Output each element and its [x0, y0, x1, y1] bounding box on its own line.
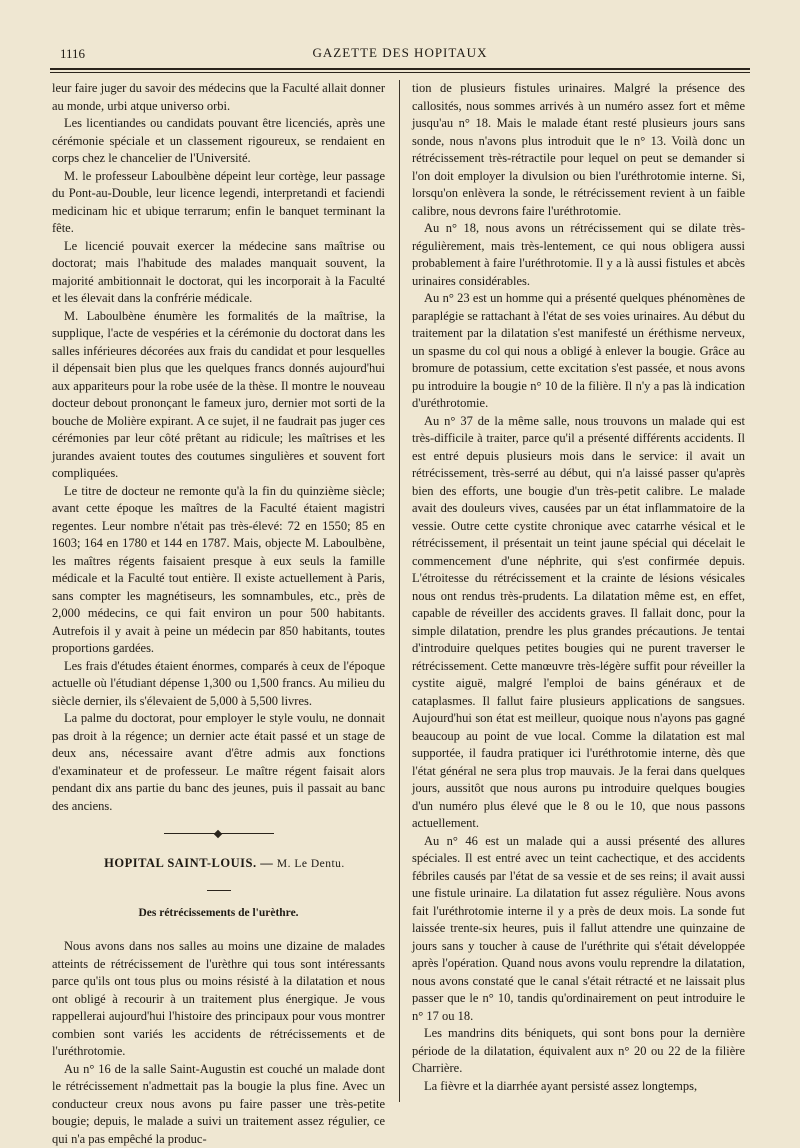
- page-header: [50, 40, 750, 66]
- paragraph: Les licentiandes ou candidats pouvant être licenciés, après une cérémonie spéciale et un classement rigoureux, se rendaient en corps chez le chancelier de l'Université.: [52, 115, 385, 168]
- left-column: [52, 80, 385, 1148]
- page-number: 1116: [60, 46, 85, 62]
- section-ornament: [164, 831, 274, 837]
- paragraph: Au n° 37 de la même salle, nous trouvons un malade qui est très-difficile à traiter, parce qu'il a présenté différents accidents. Il est entré depuis plusieurs mois dans le service: il avait un rétrécissement, très-serré au début, qui n'a laissé passer qu'après bien des efforts, une bougie d'un très-petit calibre. Le malade avait des douleurs vives, causées par un état inflammatoire de la vessie. Outre cette cystite chronique avec catarrhe vésical et le rétrécissement, il présentait un teint jaune spécial qui décelait le commencement d'une néphrite, qui s'est confirmée depuis. L'étroitesse du rétrécissement et la crainte de lésions vésicales nous ont rendus très-prudents. La dilatation même est, en effet, capable de réveiller des accidents graves. Il fallait donc, pour la simple dilatation, prendre les plus grandes précautions. Je tentai d'introduire quelques petites bougies qui ne purent traverser le rétrécissement. Cette manœuvre très-légère suffit pour réveiller la cystite aiguë, malgré l'emploi de bains généraux et de cataplasmes. Il fallut faire plusieurs applications de sangsues. Aujourd'hui son état est meilleur, quoique nous n'ayons pas gagné beaucoup au point de vue local. Comme la dilatation est mal supportée, il faudra pratiquer ici l'uréthrotomie interne, dès que l'état général ne sera plus trop mauvais. Je la ferai dans quelques jours, aussitôt que nous aurons pu introduire quelques bougies d'un numéro plus élevé que le 8 ou le 10, que nous passons actuellement.: [412, 413, 745, 833]
- paragraph: Les frais d'études étaient énormes, comparés à ceux de l'époque actuelle où l'étudiant dépense 1,300 ou 1,500 francs. Au milieu du siècle dernier, ils s'élevaient de 5,000 à 5,500 livres.: [52, 658, 385, 711]
- column-divider: [399, 80, 400, 1102]
- header-rule: [50, 68, 750, 73]
- paragraph: Le licencié pouvait exercer la médecine sans maîtrise ou doctorat; mais l'habitude des malades manquait souvent, la majorité ambitionnait le doctorat, qui les incorporait à la Faculté et les élevait dans la confrérie médicale.: [52, 238, 385, 308]
- section-heading: [52, 855, 385, 874]
- paragraph: Au n° 18, nous avons un rétrécissement qui se dilate très-régulièrement, mais très-lentement, ce qui nous obligera aussi probablement à faire l'uréthrotomie. Il y a là aussi fistules et abcès urinaires considérables.: [412, 220, 745, 290]
- paragraph: Au n° 16 de la salle Saint-Augustin est couché un malade dont le rétrécissement n'admettait pas la bougie la plus fine. Avec un conducteur creux nous avons pu faire passer une très-petite bougie; depuis, le malade a suivi un traitement assez régulier, ce qui n'a pas empêché la produc-: [52, 1061, 385, 1148]
- paragraph: La palme du doctorat, pour employer le style voulu, ne donnait pas droit à la régence; un dernier acte était passé et un stage de deux ans, nécessaire avant d'être admis aux fonctions d'examinateur et de professeur. Le maître régent faisait alors pendant dix ans partie du banc des jeunes, puis il passait au banc des anciens.: [52, 710, 385, 815]
- right-column: [412, 80, 745, 1095]
- paragraph: leur faire juger du savoir des médecins que la Faculté allait donner au monde, urbi atque universo orbi.: [52, 80, 385, 115]
- paragraph: Les mandrins dits béniquets, qui sont bons pour la dernière période de la dilatation, équivalent aux n° 20 ou 22 de la filière Charrière.: [412, 1025, 745, 1078]
- paragraph: Nous avons dans nos salles au moins une dizaine de malades atteints de rétrécissement de l'urèthre qui tous sont intéressants parce qu'ils ont tous plus ou moins résisté à la dilatation et nous ont obligé à recourir à un traitement plus énergique. Je vous rappellerai aujourd'hui l'histoire des principaux pour vous montrer combien sont variés les accidents de rétrécissements et de l'uréthrotomie.: [52, 938, 385, 1061]
- section-author: M. Le Dentu.: [277, 858, 345, 870]
- paragraph: M. Laboulbène énumère les formalités de la maîtrise, la supplique, l'acte de vespéries et la cérémonie du doctorat dans les salles inférieures décorées aux frais du candidat et pour lesquelles il dépensait bien plus que les quelques francs donnés aujourd'hui aux appariteurs pour la robe usée de la thèse. Il montre le nouveau docteur debout prononçant le fameux juro, dernier mot sorti de la bouche de Molière expirant. A ce sujet, il ne faudrait pas juger ces cérémonies par leur côté prêtant au ridicule; les maîtrises et les jurandes avaient toutes des coutumes singulières et souvent fort compliquées.: [52, 308, 385, 483]
- paragraph: Au n° 46 est un malade qui a aussi présenté des allures spéciales. Il est entré avec un teint cachectique, et des accidents fébriles causés par l'état de sa vessie et de ses reins; il avait aussi une fistule urinaire. La dilatation fut assez régulière. Nous avons fait l'uréthrotomie interne il y a près de deux mois. La sonde fut laissée trente-six heures, puis il fallut attendre une quinzaine de jours sans y toucher à cause de l'uréthrite qui s'était développée après l'opération. Quand nous avons voulu reprendre la dilatation, nous avons constaté que le canal s'était rétracté et ne laissait plus passer que le n° 10, tandis qu'ordinairement on peut introduire le n° 17 ou 18.: [412, 833, 745, 1026]
- paragraph: M. le professeur Laboulbène dépeint leur cortège, leur passage du Pont-au-Double, leur licence legendi, interpretandi et faciendi medicinam hic et ubique terrarum; enfin le banquet terminant la fête.: [52, 168, 385, 238]
- paragraph: Le titre de docteur ne remonte qu'à la fin du quinzième siècle; avant cette époque les maîtres de la Faculté étaient magistri regentes. Leur nombre n'était pas très-élevé: 72 en 1550; 85 en 1603; 164 en 1780 et 144 en 1787. Mais, objecte M. Laboulbène, les maîtres régents faisaient presque à eux seuls la famille médicale et la Faculté tout entière. Il existe actuellement à Paris, sans compter les magnétiseurs, les somnambules, etc., près de 2,000 médecins, ce qui fait environ un pour 500 habitants. Autrefois il y avait à peine un médecin par 850 habitants, toutes proportions gardées.: [52, 483, 385, 658]
- paragraph: tion de plusieurs fistules urinaires. Malgré la présence des callosités, nous sommes arrivés à un numéro assez fort et même jusqu'au n° 18. Mais le malade étant resté plusieurs jours sans sonde, nous n'avons plus introduit que le n° 13. Voilà donc un rétrécissement très-rétractile pour lequel on peut se demander si l'on doit employer la divulsion ou bien l'uréthrotomie interne. Si, lorsqu'on enlèvera la sonde, le rétrécissement revient à un faible calibre, nous devrons faire l'uréthrotomie.: [412, 80, 745, 220]
- short-rule: [207, 890, 231, 891]
- section-title: HOPITAL SAINT-LOUIS. —: [104, 856, 277, 870]
- running-title: GAZETTE DES HOPITAUX: [50, 45, 750, 61]
- paragraph: Au n° 23 est un homme qui a présenté quelques phénomènes de paraplégie se rattachant à l'état de ses voies urinaires. Au début du traitement par la dilatation s'est manifesté un éréthisme nerveux, un spasme du col qui nous a obligé à enlever la bougie. Grâce au bromure de potassium, cette excitation s'est passée, et nous avons pu introduire la bougie n° 10 de la filière. Il n'y a pas là indication d'uréthrotomie.: [412, 290, 745, 413]
- article-subtitle: Des rétrécissements de l'urèthre.: [52, 905, 385, 923]
- paragraph: La fièvre et la diarrhée ayant persisté assez longtemps,: [412, 1078, 745, 1096]
